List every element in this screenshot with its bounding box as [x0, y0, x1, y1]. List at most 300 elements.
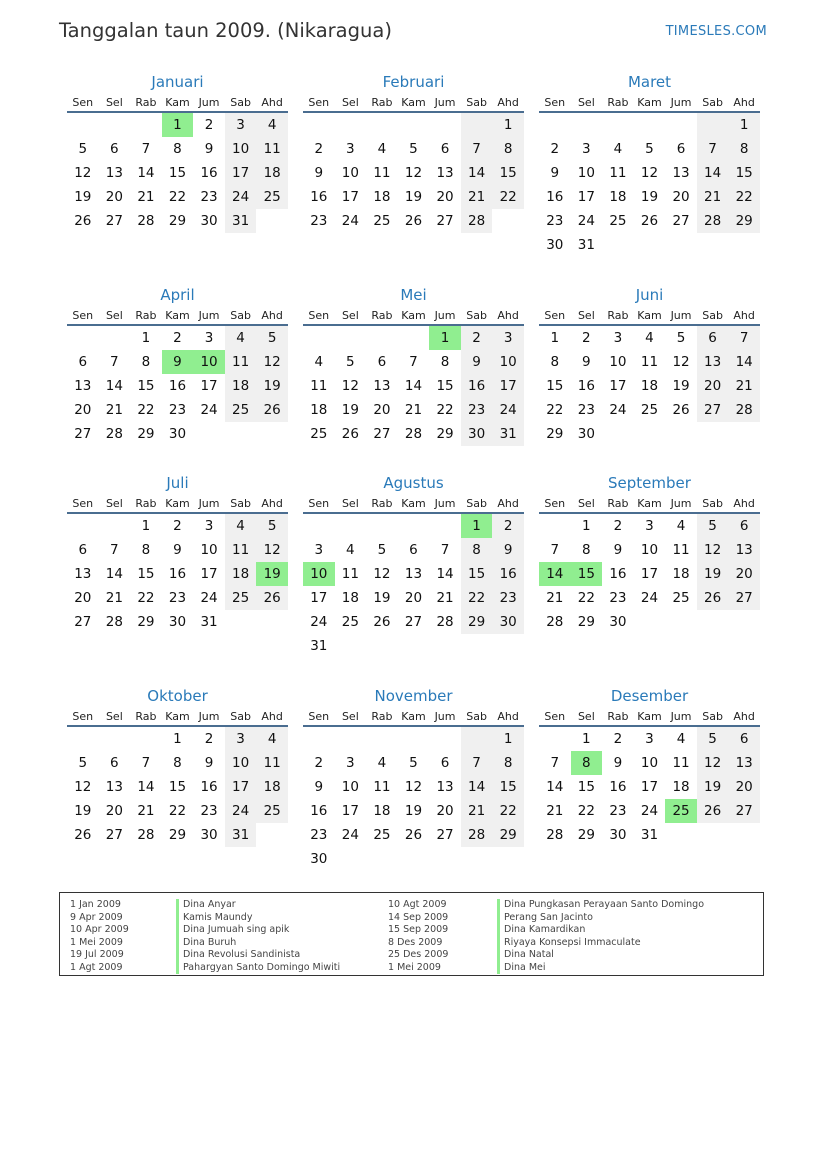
day-cell: 20: [74, 402, 92, 418]
empty-day-cell: [256, 422, 288, 446]
empty-day-cell: [539, 514, 571, 538]
week-row: [67, 610, 288, 634]
empty-day-cell: [99, 113, 131, 137]
day-cell: 30: [310, 851, 328, 867]
empty-day-cell: [335, 326, 367, 350]
day-cell: 24: [577, 213, 595, 229]
month-3: [539, 73, 760, 257]
day-cell: 13: [728, 538, 760, 562]
day-cell: 12: [74, 779, 92, 795]
day-cell: 3: [492, 326, 524, 350]
day-cell: 26: [404, 213, 423, 229]
weekday-header: [67, 309, 288, 326]
weekday-label: Sab: [702, 497, 723, 510]
week-row: [539, 610, 760, 634]
day-cell: 22: [436, 402, 454, 418]
day-cell: 27: [436, 827, 454, 843]
week-row: [539, 727, 760, 751]
day-cell: 28: [436, 614, 454, 630]
weekday-label: Sel: [341, 96, 359, 109]
day-cell: 14: [539, 562, 571, 586]
day-cell: 20: [728, 562, 760, 586]
day-cell: 5: [409, 755, 418, 771]
day-cell: 6: [110, 141, 119, 157]
day-cell: 6: [697, 326, 729, 350]
day-cell: 23: [200, 189, 218, 205]
day-cell: 18: [373, 189, 391, 205]
day-cell: 26: [256, 586, 288, 610]
day-cell: 27: [728, 586, 760, 610]
day-cell: 30: [168, 614, 187, 630]
month-7: [67, 474, 288, 634]
empty-day-cell: [634, 113, 666, 137]
day-cell: 14: [697, 161, 729, 185]
day-cell: 9: [492, 538, 524, 562]
day-cell: 31: [310, 638, 328, 654]
day-cell: 15: [546, 378, 564, 394]
weekday-label: Sel: [105, 96, 123, 109]
day-cell: 19: [74, 803, 92, 819]
weekday-label: Rab: [371, 96, 393, 109]
empty-day-cell: [335, 514, 367, 538]
empty-day-cell: [398, 326, 430, 350]
week-row: [539, 161, 760, 185]
empty-day-cell: [429, 727, 461, 751]
day-cell: 14: [436, 566, 454, 582]
day-cell: 21: [436, 590, 454, 606]
empty-day-cell: [398, 847, 430, 871]
day-cell: 11: [373, 779, 391, 795]
month-10: [67, 687, 288, 847]
weekday-label: Ahd: [261, 96, 283, 109]
weekday-label: Kam: [401, 309, 426, 322]
legend-dates-left: [70, 899, 129, 974]
month-5: [303, 286, 524, 446]
empty-day-cell: [366, 326, 398, 350]
day-cell: 11: [672, 542, 690, 558]
week-row: [539, 113, 760, 137]
day-cell: 24: [640, 803, 659, 819]
empty-day-cell: [99, 514, 131, 538]
day-cell: 10: [640, 542, 659, 558]
week-row: [303, 185, 524, 209]
day-cell: 25: [640, 402, 659, 418]
day-cell: 20: [697, 374, 729, 398]
empty-day-cell: [697, 233, 729, 257]
empty-day-cell: [728, 233, 760, 257]
weekday-label: Ahd: [261, 497, 283, 510]
week-row: [303, 610, 524, 634]
day-cell: 28: [461, 823, 493, 847]
day-cell: 28: [728, 398, 760, 422]
day-cell: 2: [492, 514, 524, 538]
day-cell: 18: [225, 562, 257, 586]
day-cell: 13: [728, 751, 760, 775]
weekday-label: Ahd: [733, 497, 755, 510]
legend-holiday-name: Pahargyan Santo Domingo Miwiti: [176, 962, 340, 975]
week-row: [539, 751, 760, 775]
day-cell: 2: [314, 141, 324, 157]
week-row: [303, 634, 524, 658]
day-cell: 4: [256, 113, 288, 137]
day-cell: 28: [546, 827, 564, 843]
empty-day-cell: [539, 727, 571, 751]
day-cell: 5: [78, 141, 88, 157]
weeks: [539, 113, 760, 257]
weekday-label: Rab: [135, 309, 157, 322]
weekday-label: Sen: [308, 309, 330, 322]
day-cell: 12: [404, 165, 423, 181]
weekday-label: Sel: [577, 497, 595, 510]
day-cell: 18: [672, 779, 690, 795]
legend-holiday-date: 10 Agt 2009: [388, 899, 447, 910]
day-cell: 6: [78, 542, 88, 558]
month-name: Januari: [151, 73, 204, 91]
day-cell: 13: [105, 779, 123, 795]
week-row: [539, 185, 760, 209]
day-cell: 31: [640, 827, 659, 843]
weekday-label: Jum: [670, 710, 692, 723]
weekday-label: Sen: [72, 309, 94, 322]
week-row: [67, 727, 288, 751]
brand-link[interactable]: TIMESLES.COM: [665, 24, 767, 39]
day-cell: 21: [404, 402, 423, 418]
weeks: [303, 113, 524, 233]
day-cell: 6: [110, 755, 119, 771]
day-cell: 16: [577, 378, 595, 394]
empty-day-cell: [665, 233, 697, 257]
day-cell: 20: [373, 402, 391, 418]
weekday-label: Kam: [637, 710, 662, 723]
day-cell: 10: [341, 165, 359, 181]
weekday-label: Kam: [401, 96, 426, 109]
day-cell: 24: [341, 213, 359, 229]
day-cell: 23: [492, 586, 524, 610]
day-cell: 11: [256, 751, 288, 775]
day-cell: 22: [492, 185, 524, 209]
day-cell: 31: [492, 422, 524, 446]
week-row: [67, 113, 288, 137]
weekday-label: Sen: [308, 497, 330, 510]
empty-day-cell: [130, 113, 162, 137]
day-cell: 20: [728, 775, 760, 799]
weekday-label: Sab: [466, 96, 487, 109]
empty-day-cell: [366, 113, 398, 137]
day-cell: 23: [168, 590, 187, 606]
day-cell: 13: [404, 566, 423, 582]
day-cell: 30: [200, 213, 218, 229]
weekday-label: Ahd: [733, 96, 755, 109]
day-cell: 5: [676, 330, 686, 346]
day-cell: 29: [168, 213, 187, 229]
empty-day-cell: [225, 610, 257, 634]
day-cell: 5: [697, 727, 729, 751]
day-cell: 2: [204, 117, 214, 133]
day-cell: 10: [577, 165, 595, 181]
weekday-label: Ahd: [497, 309, 519, 322]
weekday-label: Ahd: [733, 309, 755, 322]
empty-day-cell: [602, 233, 634, 257]
weekday-label: Sab: [230, 497, 251, 510]
day-cell: 11: [341, 566, 359, 582]
day-cell: 8: [492, 137, 524, 161]
day-cell: 27: [74, 426, 92, 442]
weekday-label: Jum: [670, 309, 692, 322]
day-cell: 16: [609, 566, 627, 582]
legend-holiday-date: 10 Apr 2009: [70, 924, 129, 935]
empty-day-cell: [335, 113, 367, 137]
month-1: [67, 73, 288, 233]
day-cell: 21: [461, 185, 493, 209]
week-row: [303, 398, 524, 422]
day-cell: 20: [436, 803, 454, 819]
weekday-label: Jum: [434, 309, 456, 322]
day-cell: 22: [137, 402, 155, 418]
day-cell: 27: [373, 426, 391, 442]
empty-day-cell: [366, 634, 398, 658]
weekday-label: Ahd: [261, 710, 283, 723]
weeks: [539, 326, 760, 446]
empty-day-cell: [728, 610, 760, 634]
day-cell: 3: [613, 330, 623, 346]
day-cell: 10: [492, 350, 524, 374]
weekday-label: Sen: [72, 710, 94, 723]
day-cell: 18: [256, 775, 288, 799]
day-cell: 22: [168, 189, 187, 205]
day-cell: 25: [256, 799, 288, 823]
day-cell: 14: [461, 775, 493, 799]
day-cell: 25: [373, 827, 391, 843]
day-cell: 4: [676, 731, 686, 747]
empty-day-cell: [366, 847, 398, 871]
legend-names-right: [497, 899, 704, 974]
empty-day-cell: [461, 847, 493, 871]
week-row: [67, 185, 288, 209]
week-row: [67, 514, 288, 538]
empty-day-cell: [665, 823, 697, 847]
day-cell: 13: [672, 165, 690, 181]
legend-holiday-name: Dina Revolusi Sandinista: [176, 949, 340, 962]
day-cell: 15: [168, 779, 187, 795]
day-cell: 1: [550, 330, 560, 346]
day-cell: 26: [341, 426, 359, 442]
weeks: [539, 727, 760, 847]
day-cell: 24: [200, 402, 218, 418]
month-name: Maret: [627, 73, 672, 91]
day-cell: 27: [728, 799, 760, 823]
day-cell: 23: [546, 213, 564, 229]
weekday-label: Ahd: [497, 710, 519, 723]
week-row: [303, 823, 524, 847]
day-cell: 10: [225, 751, 257, 775]
month-name: April: [160, 286, 195, 304]
month-6: [539, 286, 760, 446]
day-cell: 10: [193, 350, 225, 374]
legend-holiday-date: 1 Mei 2009: [388, 961, 441, 973]
day-cell: 16: [492, 562, 524, 586]
day-cell: 16: [310, 803, 328, 819]
weekday-label: Sel: [577, 309, 595, 322]
day-cell: 20: [436, 189, 454, 205]
day-cell: 17: [577, 189, 595, 205]
day-cell: 12: [74, 165, 92, 181]
empty-day-cell: [398, 514, 430, 538]
empty-day-cell: [335, 727, 367, 751]
day-cell: 8: [492, 751, 524, 775]
day-cell: 13: [74, 378, 92, 394]
empty-day-cell: [665, 422, 697, 446]
day-cell: 24: [310, 614, 328, 630]
week-row: [303, 514, 524, 538]
day-cell: 30: [609, 614, 627, 630]
legend-holiday-name: Dina Anyar: [176, 899, 340, 912]
week-row: [539, 209, 760, 233]
weekday-label: Sen: [544, 710, 566, 723]
day-cell: 1: [582, 518, 591, 534]
day-cell: 18: [256, 161, 288, 185]
day-cell: 25: [341, 614, 359, 630]
empty-day-cell: [665, 610, 697, 634]
day-cell: 23: [609, 590, 627, 606]
day-cell: 16: [546, 189, 564, 205]
month-name: September: [608, 474, 691, 492]
week-row: [539, 422, 760, 446]
weekday-label: Sel: [341, 710, 359, 723]
day-cell: 7: [440, 542, 450, 558]
weekday-label: Kam: [637, 96, 662, 109]
day-cell: 26: [373, 614, 391, 630]
day-cell: 15: [571, 562, 603, 586]
legend-holiday-date: 19 Jul 2009: [70, 949, 124, 960]
day-cell: 22: [461, 586, 493, 610]
week-row: [67, 398, 288, 422]
weekday-label: Sab: [230, 96, 251, 109]
day-cell: 6: [377, 354, 387, 370]
week-row: [303, 751, 524, 775]
day-cell: 17: [310, 590, 328, 606]
day-cell: 27: [105, 213, 123, 229]
week-row: [303, 422, 524, 446]
weekday-label: Sen: [308, 96, 330, 109]
weekday-header: [67, 497, 288, 514]
day-cell: 8: [550, 354, 560, 370]
day-cell: 13: [436, 165, 454, 181]
empty-day-cell: [697, 113, 729, 137]
day-cell: 25: [609, 213, 627, 229]
day-cell: 26: [74, 827, 92, 843]
legend-holiday-name: Riyaya Konsepsi Immaculate: [497, 937, 704, 950]
day-cell: 18: [640, 378, 659, 394]
day-cell: 28: [105, 426, 123, 442]
weekday-header: [67, 96, 288, 113]
day-cell: 20: [105, 189, 123, 205]
day-cell: 29: [546, 426, 564, 442]
day-cell: 14: [137, 165, 155, 181]
empty-day-cell: [398, 727, 430, 751]
weekday-label: Jum: [198, 710, 220, 723]
weekday-label: Sab: [702, 96, 723, 109]
weekday-label: Sen: [544, 309, 566, 322]
day-cell: 24: [609, 402, 627, 418]
day-cell: 17: [640, 779, 659, 795]
empty-day-cell: [67, 514, 99, 538]
day-cell: 19: [640, 189, 659, 205]
empty-day-cell: [335, 847, 367, 871]
day-cell: 12: [404, 779, 423, 795]
empty-day-cell: [335, 634, 367, 658]
day-cell: 11: [310, 378, 328, 394]
day-cell: 29: [137, 614, 155, 630]
week-row: [539, 823, 760, 847]
day-cell: 21: [461, 799, 493, 823]
day-cell: 12: [640, 165, 659, 181]
day-cell: 20: [404, 590, 423, 606]
day-cell: 1: [492, 113, 524, 137]
day-cell: 15: [461, 562, 493, 586]
page-title: Tanggalan taun 2009. (Nikaragua): [59, 19, 392, 42]
day-cell: 18: [341, 590, 359, 606]
day-cell: 8: [440, 354, 450, 370]
weekday-label: Rab: [607, 309, 629, 322]
day-cell: 29: [436, 426, 454, 442]
weekday-label: Sel: [105, 497, 123, 510]
day-cell: 10: [200, 542, 218, 558]
day-cell: 19: [256, 374, 288, 398]
empty-day-cell: [303, 727, 335, 751]
empty-day-cell: [99, 326, 131, 350]
empty-day-cell: [398, 113, 430, 137]
day-cell: 7: [141, 141, 151, 157]
day-cell: 5: [256, 514, 288, 538]
day-cell: 19: [404, 803, 423, 819]
empty-day-cell: [461, 634, 493, 658]
weekday-header: [67, 710, 288, 727]
empty-day-cell: [67, 113, 99, 137]
day-cell: 19: [404, 189, 423, 205]
day-cell: 6: [676, 141, 686, 157]
day-cell: 8: [173, 141, 182, 157]
week-row: [539, 586, 760, 610]
day-cell: 15: [168, 165, 187, 181]
weekday-label: Sen: [544, 497, 566, 510]
day-cell: 9: [613, 755, 623, 771]
day-cell: 23: [310, 213, 328, 229]
day-cell: 25: [665, 799, 697, 823]
empty-day-cell: [429, 847, 461, 871]
legend-holiday-name: Dina Jumuah sing apik: [176, 924, 340, 937]
day-cell: 31: [225, 209, 257, 233]
day-cell: 25: [310, 426, 328, 442]
weekday-label: Ahd: [497, 497, 519, 510]
day-cell: 10: [341, 779, 359, 795]
empty-day-cell: [429, 514, 461, 538]
day-cell: 19: [341, 402, 359, 418]
day-cell: 16: [461, 374, 493, 398]
day-cell: 11: [225, 538, 257, 562]
day-cell: 30: [609, 827, 627, 843]
weekday-header: [303, 96, 524, 113]
weekday-label: Sab: [466, 710, 487, 723]
day-cell: 21: [728, 374, 760, 398]
day-cell: 23: [168, 402, 187, 418]
day-cell: 19: [697, 562, 729, 586]
month-9: [539, 474, 760, 634]
day-cell: 17: [225, 775, 257, 799]
day-cell: 28: [105, 614, 123, 630]
day-cell: 16: [609, 779, 627, 795]
day-cell: 10: [640, 755, 659, 771]
day-cell: 16: [200, 165, 218, 181]
